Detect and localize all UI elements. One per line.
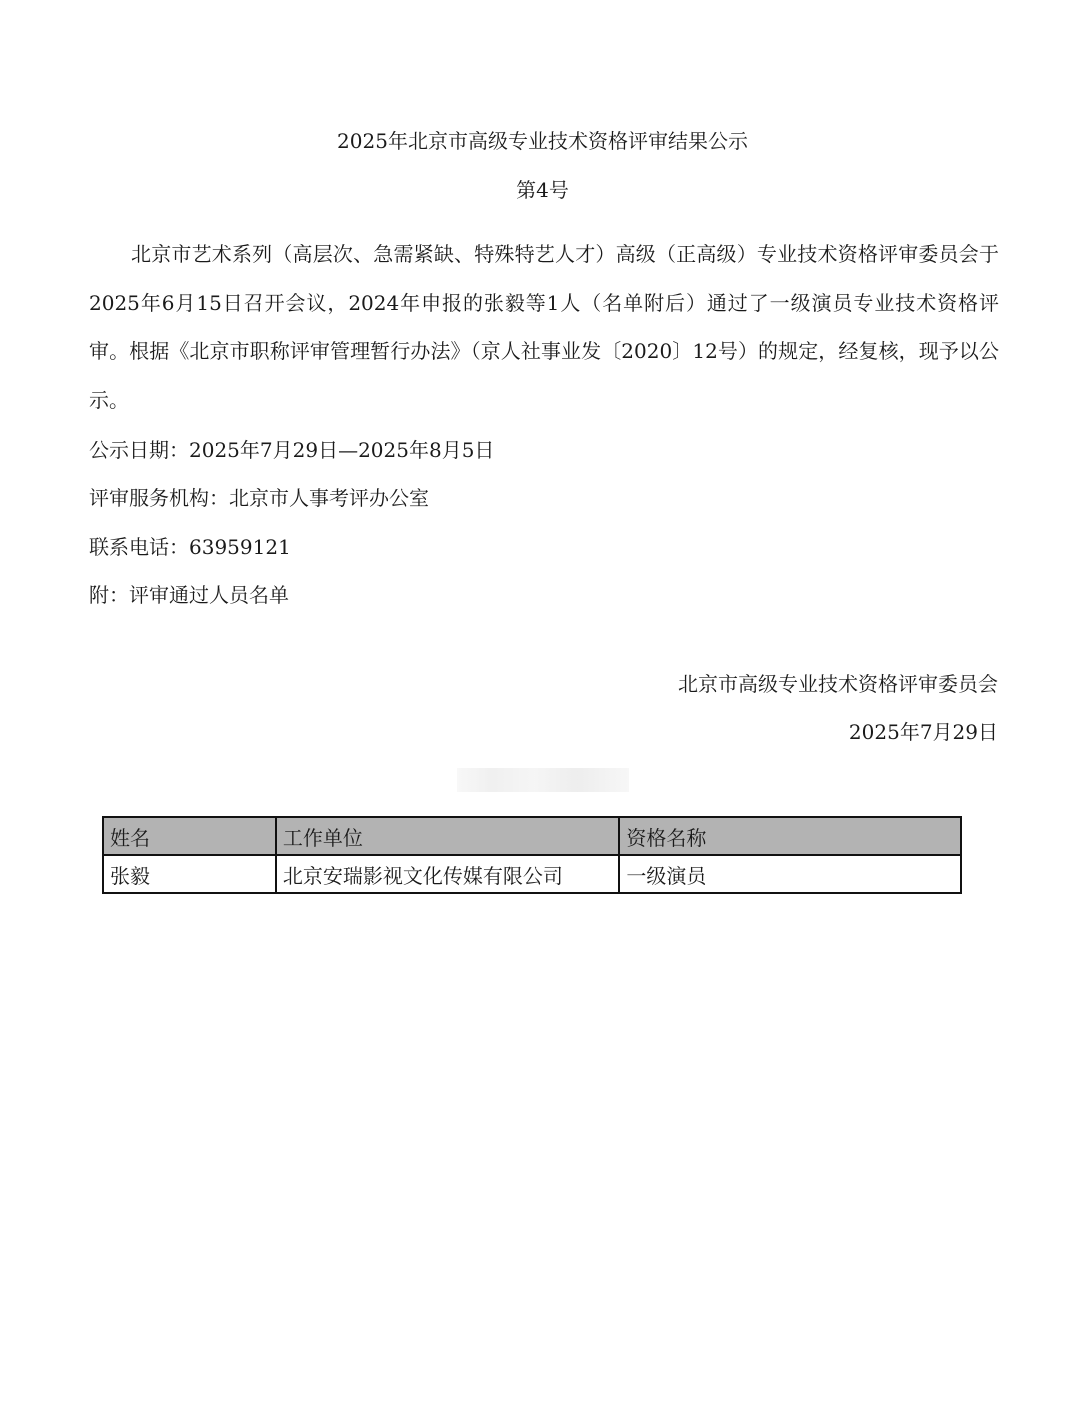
approved-personnel-table — [102, 816, 962, 894]
signature-date: 2025年7月29日 — [848, 720, 998, 744]
attachment-note: 附：评审通过人员名单 — [89, 583, 289, 607]
redacted-watermark — [457, 768, 629, 792]
header-work-unit: 工作单位 — [276, 817, 620, 855]
contact-phone: 联系电话：63959121 — [89, 535, 291, 559]
cell-work-unit: 北京安瑞影视文化传媒有限公司 — [276, 855, 620, 893]
document-title: 2025年北京市高级专业技术资格评审结果公示 — [337, 129, 748, 153]
header-name: 姓名 — [103, 817, 276, 855]
table-header-row — [103, 817, 961, 855]
cell-qualification: 一级演员 — [619, 855, 961, 893]
document-number: 第4号 — [516, 178, 569, 202]
signature-committee: 北京市高级专业技术资格评审委员会 — [678, 672, 998, 696]
header-qualification: 资格名称 — [619, 817, 961, 855]
document-body-paragraph: 北京市艺术系列（高层次、急需紧缺、特殊特艺人才）高级（正高级）专业技术资格评审委员会于2025年6月15日召开会议，2024年申报的张毅等1人（名单附后）通过了一级演员专业技术资格评审。根据《北京市职称评审管理暂行办法》（京人社事业发〔2020〕12号）的规定，经复核，现予以公示。 — [89, 242, 999, 412]
cell-name: 张毅 — [103, 855, 276, 893]
table-row — [103, 855, 961, 893]
publicity-period: 公示日期：2025年7月29日—2025年8月5日 — [89, 438, 495, 462]
service-organization: 评审服务机构：北京市人事考评办公室 — [89, 486, 429, 510]
